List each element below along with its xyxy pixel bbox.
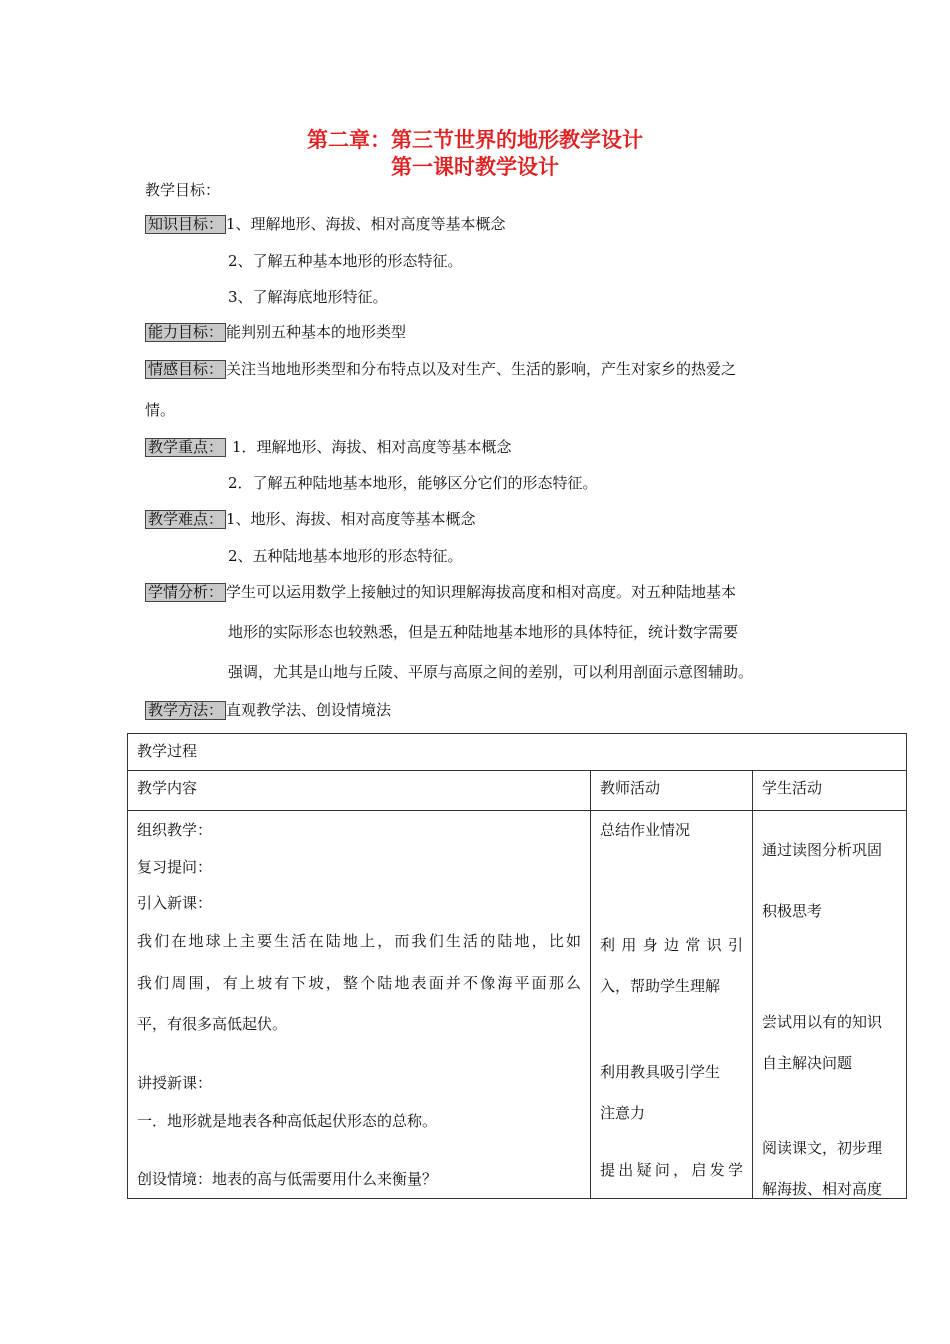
document-title: 第二章：第三节世界的地形教学设计 [307,128,643,152]
content-line: 组织教学： [137,821,213,839]
content-cell [128,811,591,1199]
ability-goal [145,322,406,342]
analysis-line: 强调，尤其是山地与丘陵、平原与高原之间的差别，可以利用剖面示意图辅助。 [228,663,754,681]
teaching-process-table [127,733,907,1199]
column-header-student: 学生活动 [753,771,907,811]
student-line: 解海拔、相对高度 [762,1180,883,1198]
key-point-label: 教学重点： [145,438,226,457]
document-subtitle: 第一课时教学设计 [391,155,559,179]
analysis-line: 地形的实际形态也较熟悉，但是五种陆地基本地形的具体特征，统计数字需要 [228,623,739,641]
teacher-activity-cell [591,811,753,1199]
emotion-goal-label: 情感目标： [145,360,226,379]
content-line: 一．地形就是地表各种高低起伏形态的总称。 [137,1112,438,1130]
table-header: 教学过程 [128,734,907,771]
student-line: 阅读课文，初步理 [762,1139,883,1157]
key-point [145,437,512,457]
student-line: 尝试用以有的知识 [762,1013,883,1031]
difficult-point [145,509,476,529]
column-header-content: 教学内容 [128,771,591,811]
key-point-item: 1．理解地形、海拔、相对高度等基本概念 [232,438,512,456]
teacher-line: 入，帮助学生理解 [600,977,721,995]
knowledge-goal-item: 1、理解地形、海拔、相对高度等基本概念 [226,215,506,233]
knowledge-goal [145,214,506,234]
content-line: 我们在地球上主要生活在陆地上，而我们生活的陆地，比如 [137,932,581,950]
teacher-line: 注意力 [600,1104,646,1122]
student-line: 通过读图分析巩固 [762,841,883,859]
ability-goal-text: 能判别五种基本的地形类型 [226,323,407,341]
difficult-point-item: 2、五种陆地基本地形的形态特征。 [228,547,463,565]
emotion-goal-continued: 情。 [145,401,176,419]
student-line: 自主解决问题 [762,1054,853,1072]
ability-goal-label: 能力目标： [145,323,226,342]
emotion-goal-text: 关注当地地形类型和分布特点以及对生产、生活的影响，产生对家乡的热爱之 [226,360,737,378]
difficult-point-label: 教学难点： [145,510,226,529]
emotion-goal [145,359,736,379]
teacher-line: 总结作业情况 [600,821,691,839]
teacher-line: 提出疑问，启发学 [600,1161,743,1179]
knowledge-goal-item: 3、了解海底地形特征。 [228,288,388,306]
content-line: 讲授新课： [137,1074,213,1092]
analysis-line: 学生可以运用数学上接触过的知识理解海拔高度和相对高度。对五种陆地基本 [226,583,737,601]
content-line: 平，有很多高低起伏。 [137,1015,288,1033]
knowledge-goal-label: 知识目标： [145,215,226,234]
analysis-label: 学情分析： [145,583,226,602]
teaching-method [145,700,391,720]
teacher-line: 利用身边常识引 [600,936,743,954]
teaching-method-text: 直观教学法、创设情境法 [226,701,392,719]
key-point-item: 2．了解五种陆地基本地形，能够区分它们的形态特征。 [228,474,598,492]
difficult-point-item: 1、地形、海拔、相对高度等基本概念 [226,510,476,528]
student-activity-cell [753,811,907,1199]
teaching-method-label: 教学方法： [145,701,226,720]
student-line: 积极思考 [762,902,823,920]
content-line: 引入新课： [137,894,213,912]
column-header-teacher: 教师活动 [591,771,753,811]
content-line: 复习提问： [137,858,213,876]
content-line: 创设情境：地表的高与低需要用什么来衡量？ [137,1170,438,1188]
knowledge-goal-item: 2、了解五种基本地形的形态特征。 [228,252,463,270]
analysis [145,582,736,602]
goals-heading: 教学目标： [145,181,221,199]
content-line: 我们周围，有上坡有下坡，整个陆地表面并不像海平面那么 [137,974,581,992]
teacher-line: 利用教具吸引学生 [600,1063,721,1081]
